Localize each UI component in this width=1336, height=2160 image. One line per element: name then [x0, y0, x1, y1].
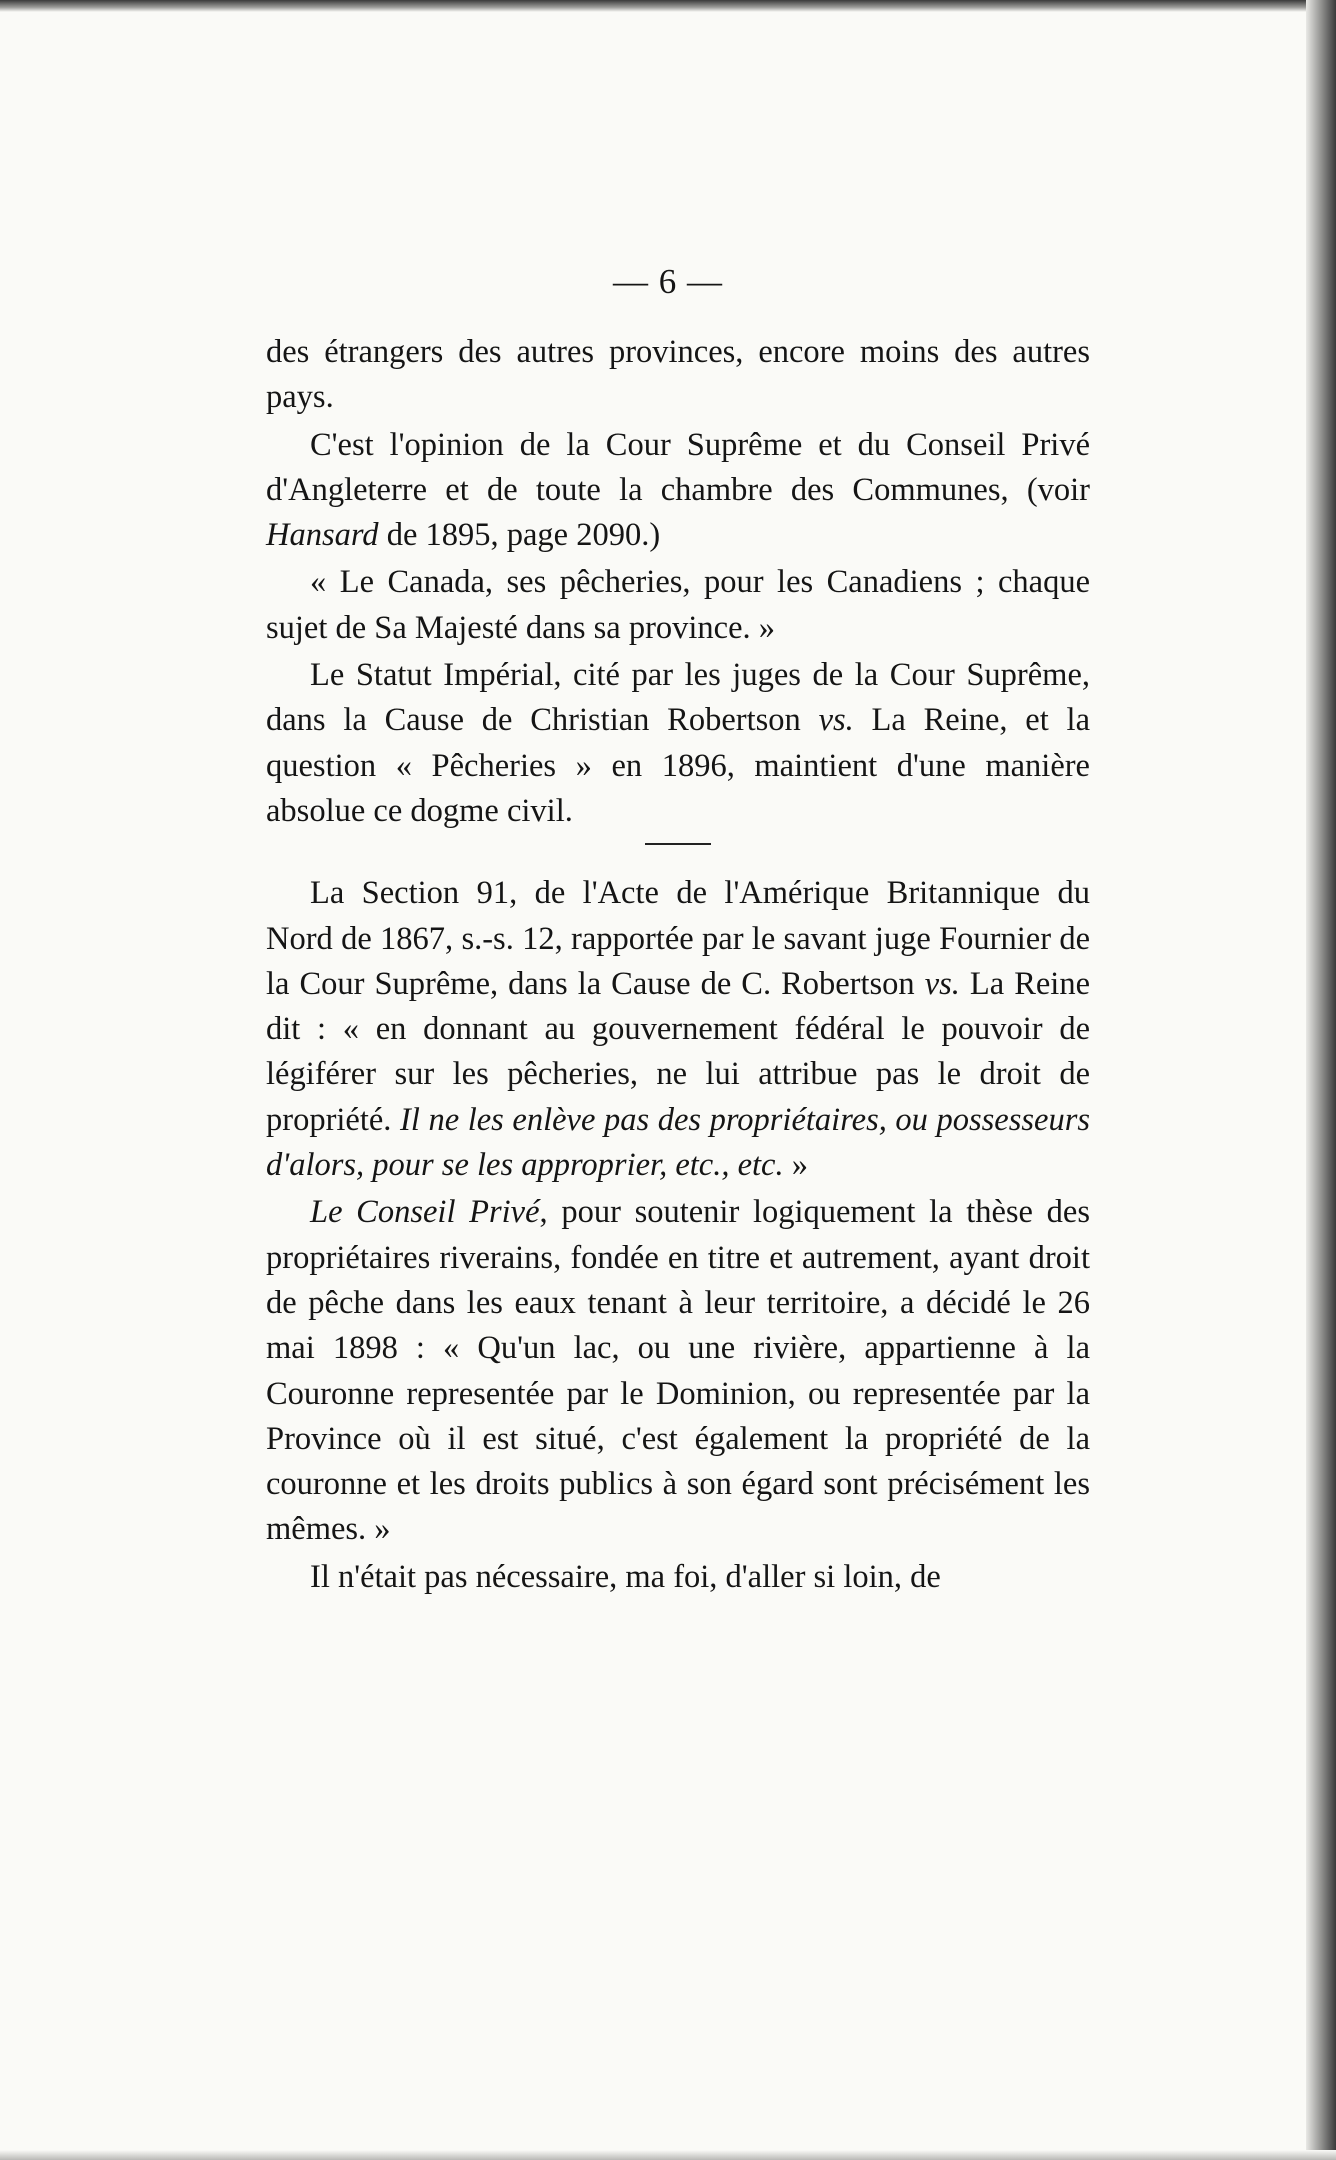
- paragraph-7: [266, 1555, 1090, 1600]
- paragraph-1-text: des étrangers des autres provinces, encore moins des autres pays.: [266, 334, 1090, 416]
- paragraph-5-italic-quote: Il ne les enlève pas des propriétaires, ou possesseurs d'alors, pour se les approprier, etc., etc.: [266, 1101, 1090, 1184]
- paragraph-1: [266, 330, 1090, 421]
- paragraph-5: [266, 871, 1090, 1188]
- paragraph-4-italic: vs.: [818, 702, 854, 739]
- paragraph-4-text: Le Statut Impérial, cité par les juges de la Cour Suprême, dans la Cause de Christian Robertson: [266, 657, 1090, 739]
- paragraph-5-text: La Section 91, de l'Acte de l'Amérique Britannique du Nord de 1867, s.-s. 12, rapportée par le savant juge Fournier de la Cour Suprême, dans la Cause de C. Robertson: [266, 875, 1090, 1002]
- paragraph-7-text: Il n'était pas nécessaire, ma foi, d'aller si loin, de: [310, 1558, 941, 1595]
- paragraph-3: [266, 560, 1090, 651]
- scan-right-edge: [1306, 0, 1336, 2160]
- paragraph-2-text: C'est l'opinion de la Cour Suprême et du Conseil Privé d'Angleterre et de toute la chambre des Communes, (voir: [266, 426, 1090, 508]
- paragraph-6-text: , pour soutenir logiquement la thèse des propriétaires riverains, fondée en titre et autrement, ayant droit de pêche dans les eaux tenant à leur territoire, a décidé le 26 mai 1898 : « Qu'un lac, ou une rivière, appartienne à la Couronne representée par le Dominion, ou representée par la Province où il est situé, c'est également la propriété de la couronne et les droits publics à son égard sont précisément les mêmes. »: [266, 1194, 1090, 1548]
- paragraph-4: [266, 653, 1090, 834]
- paragraph-3-text: « Le Canada, ses pêcheries, pour les Canadiens ; chaque sujet de Sa Majesté dans sa province. »: [266, 564, 1090, 646]
- paragraph-4-text-after: La Reine, et la question « Pêcheries » en 1896, maintient d'une manière absolue ce dogme civil.: [266, 702, 1090, 829]
- body-text: [266, 330, 1090, 1602]
- section-divider: [645, 843, 711, 845]
- paragraph-5-italic: vs.: [924, 965, 960, 1002]
- paragraph-5-text-after: La Reine dit : « en donnant au gouvernement fédéral le pouvoir de légiférer sur les pêcheries, ne lui attribue pas le droit de propriété.: [266, 965, 1091, 1138]
- page-number: — 6 —: [613, 262, 723, 301]
- paragraph-5-text-end: »: [783, 1147, 808, 1184]
- paragraph-2-text-after: de 1895, page 2090.): [378, 517, 661, 554]
- paragraph-6-italic-lead: Le Conseil Privé: [310, 1194, 540, 1231]
- paragraph-2-italic: Hansard: [266, 517, 379, 554]
- paragraph-6: [266, 1190, 1090, 1552]
- scan-top-edge: [0, 0, 1336, 12]
- scan-bottom-edge: [0, 2150, 1336, 2160]
- paragraph-2: [266, 423, 1090, 559]
